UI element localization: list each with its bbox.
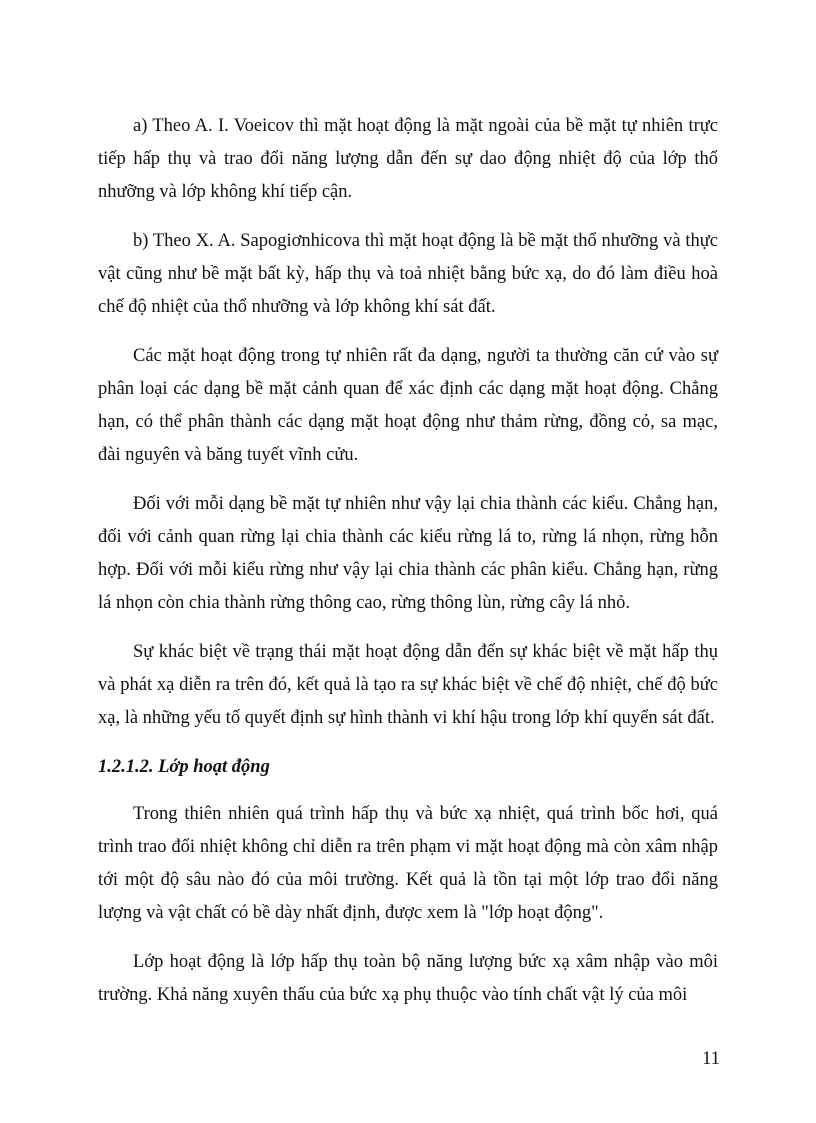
paragraph-voeicov-definition: a) Theo A. I. Voeicov thì mặt hoạt động là mặt ngoài của bề mặt tự nhiên trực tiếp hấp thụ và trao đổi năng lượng dẫn đến sự dao động nhiệt độ của lớp thổ nhưỡng và lớp không khí tiếp cận. (98, 116, 718, 202)
document-page (98, 110, 718, 1028)
paragraph-sapogionhicova-definition: b) Theo X. A. Sapogiơnhicova thì mặt hoạt động là bề mặt thổ nhưỡng và thực vật cũng như bề mặt bất kỳ, hấp thụ và toả nhiệt bằng bức xạ, do đó làm điều hoà chế độ nhiệt của thổ nhưỡng và lớp không khí sát đất. (98, 231, 718, 317)
paragraph-forest-subtypes: Đối với mỗi dạng bề mặt tự nhiên như vậy lại chia thành các kiểu. Chẳng hạn, đối với cảnh quan rừng lại chia thành các kiểu rừng lá to, rừng lá nhọn, rừng hỗn hợp. Đối với mỗi kiểu rừng như vậy lại chia thành các phân kiểu. Chẳng hạn, rừng lá nhọn còn chia thành rừng thông cao, rừng thông lùn, rừng cây lá nhỏ. (98, 494, 718, 613)
section-heading: 1.2.1.2. Lớp hoạt động (98, 757, 270, 777)
paragraph-active-layer-definition: Lớp hoạt động là lớp hấp thụ toàn bộ năng lượng bức xạ xâm nhập vào môi trường. Khả năng xuyên thấu của bức xạ phụ thuộc vào tính chất vật lý của môi (98, 952, 718, 1005)
paragraph-active-surface-types: Các mặt hoạt động trong tự nhiên rất đa dạng, người ta thường căn cứ vào sự phân loại các dạng bề mặt cảnh quan để xác định các dạng mặt hoạt động. Chẳng hạn, có thể phân thành các dạng mặt hoạt động như thảm rừng, đồng cỏ, sa mạc, đài nguyên và băng tuyết vĩnh cửu. (98, 346, 718, 465)
paragraph-microclimate-differences: Sự khác biệt về trạng thái mặt hoạt động dẫn đến sự khác biệt về mặt hấp thụ và phát xạ diễn ra trên đó, kết quả là tạo ra sự khác biệt về chế độ nhiệt, chế độ bức xạ, là những yếu tố quyết định sự hình thành vi khí hậu trong lớp khí quyển sát đất. (98, 642, 718, 728)
paragraph-active-layer-intro: Trong thiên nhiên quá trình hấp thụ và bức xạ nhiệt, quá trình bốc hơi, quá trình trao đổi nhiệt không chỉ diễn ra trên phạm vi mặt hoạt động mà còn xâm nhập tới một độ sâu nào đó của môi trường. Kết quả là tồn tại một lớp trao đổi năng lượng và vật chất có bề dày nhất định, được xem là "lớp hoạt động". (98, 804, 718, 923)
page-number: 11 (702, 1049, 720, 1069)
